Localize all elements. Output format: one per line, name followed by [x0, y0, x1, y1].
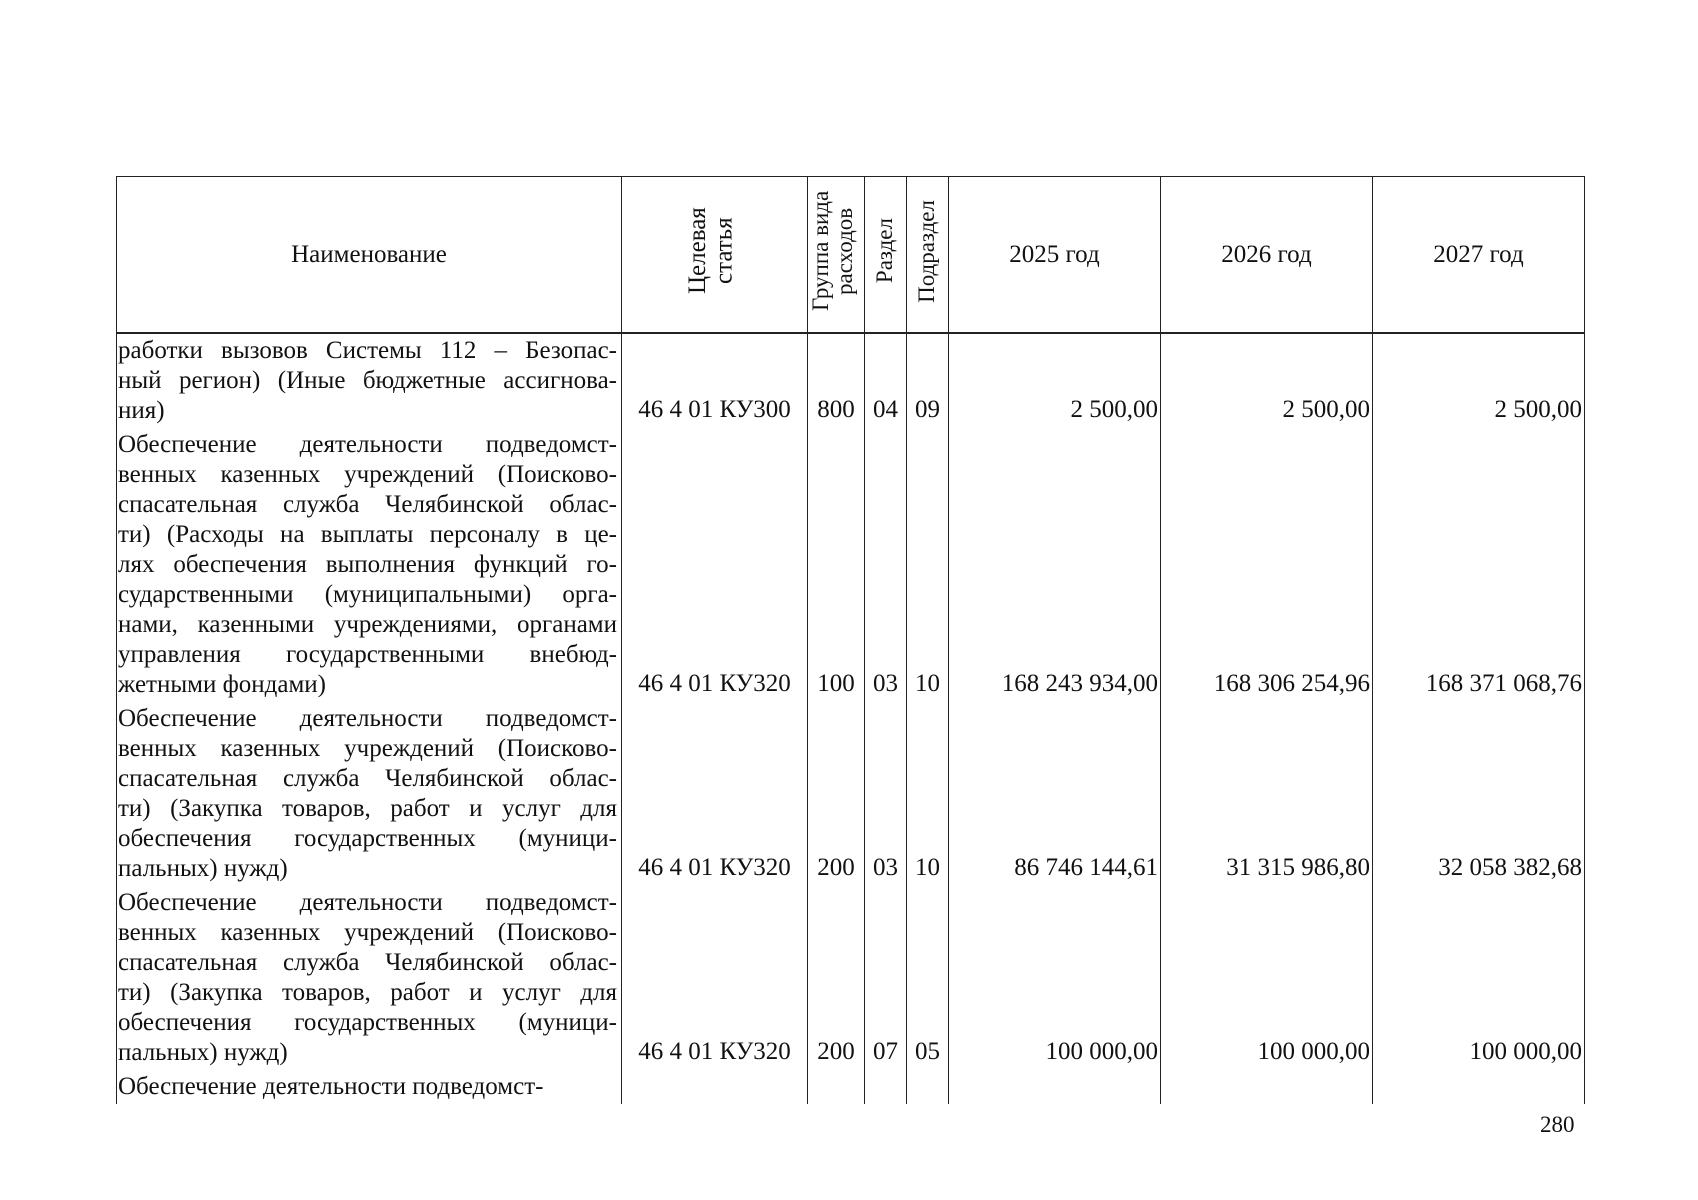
row-name-line: ти) (Закупка товаров, работ и услуг для	[118, 979, 617, 1006]
row-name-line: ния)	[118, 397, 165, 424]
row-target-article: 46 4 01 КУ320	[622, 886, 808, 1070]
row-subsection: 10	[907, 702, 949, 886]
table-row	[117, 333, 1585, 428]
table-body	[117, 333, 1585, 1104]
row-target-article: 46 4 01 КУ320	[622, 702, 808, 886]
row-value-2027: 168 371 068,76	[1373, 428, 1585, 702]
header-2026: 2026 год	[1161, 177, 1373, 334]
row-name	[117, 886, 622, 1070]
header-expense-group: Группа вида расходов	[808, 177, 865, 334]
row-name-line: спасательная служба Челябинской облас-	[118, 491, 617, 518]
row-value-2026: 168 306 254,96	[1161, 428, 1373, 702]
row-name	[117, 1070, 622, 1104]
row-name-line: пальных) нужд)	[118, 855, 288, 882]
row-name-line: сударственными (муниципальными) орга-	[118, 581, 617, 608]
row-value-2027: 32 058 382,68	[1373, 702, 1585, 886]
row-value-2025: 100 000,00	[949, 886, 1161, 1070]
row-value-2026: 2 500,00	[1161, 333, 1373, 428]
table-row	[117, 702, 1585, 886]
row-name-line: венных казенных учреждений (Поисково-	[118, 461, 617, 488]
row-name-line: венных казенных учреждений (Поисково-	[118, 735, 617, 762]
row-name-line: ти) (Расходы на выплаты персоналу в це-	[118, 521, 617, 548]
header-target-article: Целевая статья	[622, 177, 808, 334]
row-name-line: ный регион) (Иные бюджетные ассигнова-	[118, 367, 617, 394]
row-name-line: Обеспечение деятельности подведомст-	[118, 889, 617, 916]
row-name	[117, 428, 622, 702]
row-name-line: пальных) нужд)	[118, 1039, 288, 1066]
row-expense-group: 100	[808, 428, 865, 702]
row-expense-group: 800	[808, 333, 865, 428]
budget-table	[116, 176, 1585, 1104]
row-value-2027	[1373, 1070, 1585, 1104]
row-value-2027: 100 000,00	[1373, 886, 1585, 1070]
row-value-2026	[1161, 1070, 1373, 1104]
row-target-article: 46 4 01 КУ320	[622, 428, 808, 702]
row-subsection: 09	[907, 333, 949, 428]
header-row	[117, 177, 1585, 334]
row-value-2025: 2 500,00	[949, 333, 1161, 428]
header-name: Наименование	[117, 177, 622, 334]
table-row	[117, 428, 1585, 702]
row-expense-group: 200	[808, 886, 865, 1070]
header-section: Раздел	[865, 177, 907, 334]
row-name	[117, 702, 622, 886]
table-row	[117, 886, 1585, 1070]
row-name-line: ти) (Закупка товаров, работ и услуг для	[118, 795, 617, 822]
row-name-line: обеспечения государственных (муници-	[118, 1009, 617, 1036]
row-section: 04	[865, 333, 907, 428]
row-value-2025: 168 243 934,00	[949, 428, 1161, 702]
row-name-line: нами, казенными учреждениями, органами	[118, 611, 617, 638]
table-row	[117, 1070, 1585, 1104]
row-name-line: Обеспечение деятельности подведомст-	[118, 1073, 544, 1100]
row-name-line: жетными фондами)	[118, 671, 327, 698]
row-name-line: Обеспечение деятельности подведомст-	[118, 431, 617, 458]
row-value-2026: 31 315 986,80	[1161, 702, 1373, 886]
row-value-2027: 2 500,00	[1373, 333, 1585, 428]
header-2025: 2025 год	[949, 177, 1161, 334]
row-name-line: лях обеспечения выполнения функций го-	[118, 551, 617, 578]
row-section: 07	[865, 886, 907, 1070]
row-name-line: работки вызовов Системы 112 – Безопас-	[118, 337, 617, 364]
row-name-line: спасательная служба Челябинской облас-	[118, 765, 617, 792]
row-value-2025: 86 746 144,61	[949, 702, 1161, 886]
row-name-line: управления государственными внебюд-	[118, 641, 617, 668]
row-subsection: 10	[907, 428, 949, 702]
row-value-2026: 100 000,00	[1161, 886, 1373, 1070]
row-name-line: Обеспечение деятельности подведомст-	[118, 705, 617, 732]
row-target-article: 46 4 01 КУ300	[622, 333, 808, 428]
row-target-article	[622, 1070, 808, 1104]
row-section: 03	[865, 702, 907, 886]
row-section: 03	[865, 428, 907, 702]
row-name-line: обеспечения государственных (муници-	[118, 825, 617, 852]
row-section	[865, 1070, 907, 1104]
header-subsection: Подраздел	[907, 177, 949, 334]
row-expense-group: 200	[808, 702, 865, 886]
header-2027: 2027 год	[1373, 177, 1585, 334]
page-number: 280	[1540, 1112, 1575, 1137]
row-subsection	[907, 1070, 949, 1104]
row-subsection: 05	[907, 886, 949, 1070]
row-value-2025	[949, 1070, 1161, 1104]
row-expense-group	[808, 1070, 865, 1104]
row-name-line: венных казенных учреждений (Поисково-	[118, 919, 617, 946]
row-name-line: спасательная служба Челябинской облас-	[118, 949, 617, 976]
row-name	[117, 333, 622, 428]
